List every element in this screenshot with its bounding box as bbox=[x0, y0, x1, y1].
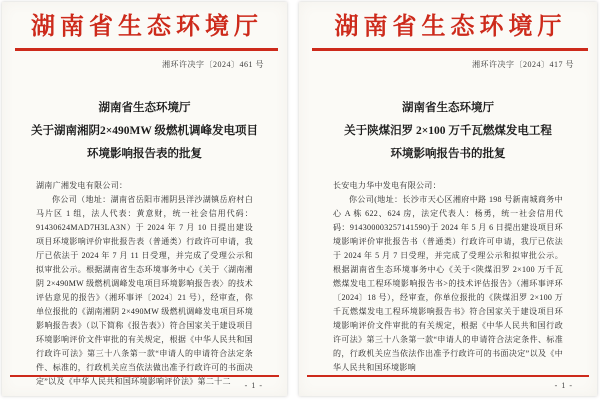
document-title-line: 湖南省生态环境厅 bbox=[402, 101, 494, 114]
footer-red-rule bbox=[10, 375, 279, 377]
page-number: - 1 - bbox=[244, 381, 263, 390]
agency-header: 湖南省生态环境厅 bbox=[31, 14, 263, 40]
doc-number: 湘环许决字〔2024〕461 号 bbox=[162, 59, 264, 69]
document-page-right bbox=[299, 2, 597, 396]
document-page-left bbox=[2, 2, 287, 396]
document-title-line: 湖南省生态环境厅 bbox=[98, 101, 191, 114]
body-paragraph: 你公司(地址：长沙市天心区湘府中路 198 号新南城商务中心 A 栋 622、624 房，法定代表人：杨勇，统一社会信用代码：914300003257141590)于 2024 年 5 月 6 日提出建设项目环境影响评价审批报告书（普通类）行政许可申请，我厅已依法于 2024 年 5 月 7 日受理，并完成了受理公示和拟审批公示。根据湖南省生态环境事务中心《关于<陕煤汨罗 2×100 万千瓦燃煤发电工程环境影响报告书>的技术评估报告》（湘环事评环〔2024〕18 号），经审查，你单位报批的《陕煤汨罗 2×100 万千瓦燃煤发电工程环境影响报告书》符合国家关于建设项目环境影响评价文件审批的有关规定，根据《中华人民共和国行政许可法》第三十八条第一款“申请人的申请符合法定条件、标准的，行政机关应当依法作出准予行政许可的书面决定”以及《中华人民共和国环境影响 bbox=[333, 194, 563, 372]
document-title-line: 关于湖南湘阴2×490MW 级燃机调峰发电项目 bbox=[30, 124, 259, 137]
page-number: - 1 - bbox=[554, 381, 573, 390]
document-title-line: 关于陕煤汨罗 2×100 万千瓦燃煤发电工程 bbox=[344, 124, 552, 137]
header-red-rule bbox=[312, 48, 588, 51]
footer-red-rule bbox=[307, 375, 589, 377]
document-title-line: 环境影响报告书的批复 bbox=[390, 147, 506, 160]
document-title bbox=[2, 97, 287, 166]
document-title bbox=[299, 97, 597, 166]
doc-number: 湘环许决字〔2024〕417 号 bbox=[472, 59, 574, 69]
header-red-rule bbox=[15, 48, 278, 51]
body-paragraph: 你公司（地址：湖南省岳阳市湘阴县洋沙湖镇岳府村白马片区 1 组，法人代表：黄意财，统一社会信用代码：91430624MAD7H3LA3N）于 2024 年 7 月 10 日提出建设项目环境影响评价审批报告表（普通类）行政许可申请，我厅已依法于 2024 年 7 月 11 日受理，并完成了受理公示和拟审批公示。根据湖南省生态环境事务中心《关于〈湖南湘阴 2×490MW 级燃机调峰发电项目环境影响报告表〉的技术评估意见的报告》（湘环事评〔2024〕21 号），经审查，你单位报批的《湖南湘阴 2×490MW 级燃机调峰发电项目环境影响报告表》（以下简称《报告表》）符合国家关于建设项目环境影响评价文件审批的有关规定，根据《中华人民共和国行政许可法》第三十八条第一款“申请人的申请符合法定条件、标准的，行政机关应当依法做出准予行政许可的书面决定”以及《中华人民共和国环境影响评价法》第二十二 bbox=[36, 194, 253, 386]
document-title-line: 环境影响报告表的批复 bbox=[87, 147, 202, 160]
salutation: 湖南广湘发电有限公司： bbox=[36, 180, 128, 190]
salutation: 长安电力华中发电有限公司： bbox=[333, 180, 441, 190]
agency-header: 湖南省生态环境厅 bbox=[334, 14, 567, 40]
